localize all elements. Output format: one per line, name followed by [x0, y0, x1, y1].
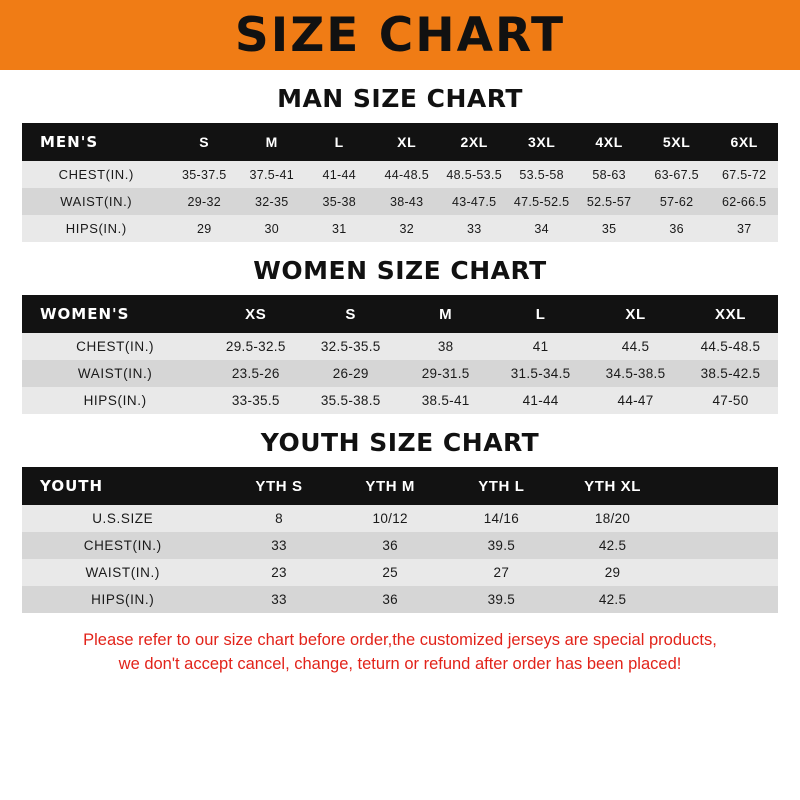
- cell: 67.5-72: [710, 161, 778, 188]
- cell: 23: [223, 559, 334, 586]
- men-header-2xl: 2XL: [440, 123, 507, 161]
- cell-spacer: [668, 505, 778, 532]
- cell: 48.5-53.5: [440, 161, 507, 188]
- cell: 44.5: [588, 333, 683, 360]
- row-label: WAIST(IN.): [22, 360, 208, 387]
- row-label: U.S.SIZE: [22, 505, 223, 532]
- cell: 32.5-35.5: [303, 333, 398, 360]
- cell: 8: [223, 505, 334, 532]
- women-table-head: [22, 295, 778, 333]
- youth-table-head: [22, 467, 778, 505]
- cell: 34.5-38.5: [588, 360, 683, 387]
- cell: 26-29: [303, 360, 398, 387]
- table-row: [22, 387, 778, 414]
- row-label: CHEST(IN.): [22, 161, 171, 188]
- youth-header-s: YTH S: [223, 467, 334, 505]
- men-header-6xl: 6XL: [710, 123, 778, 161]
- cell: 36: [335, 586, 446, 613]
- cell: 38: [398, 333, 493, 360]
- cell: 39.5: [446, 532, 557, 559]
- row-label: CHEST(IN.): [22, 532, 223, 559]
- page-title: SIZE CHART: [234, 7, 566, 63]
- cell: 33-35.5: [208, 387, 303, 414]
- cell: 33: [223, 586, 334, 613]
- table-row: [22, 586, 778, 613]
- women-size-section: [22, 256, 778, 414]
- men-table-head: [22, 123, 778, 161]
- footer-line-1: Please refer to our size chart before order,the customized jerseys are special products,: [83, 631, 717, 649]
- cell: 34: [508, 215, 575, 242]
- cell: 23.5-26: [208, 360, 303, 387]
- table-row: [22, 505, 778, 532]
- chart-content: [0, 70, 800, 800]
- cell: 14/16: [446, 505, 557, 532]
- row-label: HIPS(IN.): [22, 586, 223, 613]
- cell: 36: [643, 215, 710, 242]
- row-label: CHEST(IN.): [22, 333, 208, 360]
- cell: 41: [493, 333, 588, 360]
- cell: 35: [575, 215, 642, 242]
- cell: 38.5-41: [398, 387, 493, 414]
- women-header-label: WOMEN'S: [22, 295, 208, 333]
- row-label: HIPS(IN.): [22, 387, 208, 414]
- cell: 47.5-52.5: [508, 188, 575, 215]
- cell: 35-38: [305, 188, 372, 215]
- cell: 42.5: [557, 586, 668, 613]
- table-row: [22, 360, 778, 387]
- cell: 53.5-58: [508, 161, 575, 188]
- men-header-5xl: 5XL: [643, 123, 710, 161]
- women-header-s: S: [303, 295, 398, 333]
- table-header-row: [22, 123, 778, 161]
- cell: 29: [557, 559, 668, 586]
- women-header-xs: XS: [208, 295, 303, 333]
- cell: 41-44: [493, 387, 588, 414]
- cell: 44.5-48.5: [683, 333, 778, 360]
- youth-section-title: YOUTH SIZE CHART: [260, 428, 540, 457]
- row-label: WAIST(IN.): [22, 559, 223, 586]
- cell: 37: [710, 215, 778, 242]
- cell: 29: [171, 215, 238, 242]
- cell: 18/20: [557, 505, 668, 532]
- cell: 29-32: [171, 188, 238, 215]
- table-row: [22, 559, 778, 586]
- women-header-m: M: [398, 295, 493, 333]
- cell-spacer: [668, 559, 778, 586]
- cell-spacer: [668, 532, 778, 559]
- cell: 32: [373, 215, 440, 242]
- cell: 47-50: [683, 387, 778, 414]
- youth-size-table: [22, 467, 778, 613]
- youth-header-m: YTH M: [335, 467, 446, 505]
- table-row: [22, 188, 778, 215]
- cell: 30: [238, 215, 305, 242]
- men-header-s: S: [171, 123, 238, 161]
- cell: 42.5: [557, 532, 668, 559]
- women-header-l: L: [493, 295, 588, 333]
- women-section-title: WOMEN SIZE CHART: [253, 256, 547, 285]
- cell: 57-62: [643, 188, 710, 215]
- cell: 62-66.5: [710, 188, 778, 215]
- cell: 33: [223, 532, 334, 559]
- women-header-xxl: XXL: [683, 295, 778, 333]
- footer-disclaimer: [22, 629, 778, 683]
- cell: 33: [440, 215, 507, 242]
- footer-line-2: we don't accept cancel, change, teturn or refund after order has been placed!: [118, 654, 682, 673]
- youth-header-spacer: [668, 467, 778, 505]
- men-size-section: [22, 84, 778, 242]
- cell: 32-35: [238, 188, 305, 215]
- cell: 31: [305, 215, 372, 242]
- cell: 29-31.5: [398, 360, 493, 387]
- cell: 43-47.5: [440, 188, 507, 215]
- cell: 39.5: [446, 586, 557, 613]
- cell: 35.5-38.5: [303, 387, 398, 414]
- table-row: [22, 333, 778, 360]
- table-row: [22, 215, 778, 242]
- table-header-row: [22, 295, 778, 333]
- cell: 52.5-57: [575, 188, 642, 215]
- cell: 38.5-42.5: [683, 360, 778, 387]
- cell: 27: [446, 559, 557, 586]
- men-table-body: [22, 161, 778, 242]
- cell: 31.5-34.5: [493, 360, 588, 387]
- men-section-title: MAN SIZE CHART: [277, 84, 523, 113]
- youth-header-l: YTH L: [446, 467, 557, 505]
- cell: 38-43: [373, 188, 440, 215]
- header-banner: [0, 0, 800, 70]
- cell-spacer: [668, 586, 778, 613]
- youth-header-xl: YTH XL: [557, 467, 668, 505]
- men-header-m: M: [238, 123, 305, 161]
- women-size-table: [22, 295, 778, 414]
- cell: 44-48.5: [373, 161, 440, 188]
- row-label: HIPS(IN.): [22, 215, 171, 242]
- youth-header-label: YOUTH: [22, 467, 223, 505]
- table-header-row: [22, 467, 778, 505]
- cell: 41-44: [305, 161, 372, 188]
- cell: 25: [335, 559, 446, 586]
- cell: 35-37.5: [171, 161, 238, 188]
- men-header-3xl: 3XL: [508, 123, 575, 161]
- table-row: [22, 532, 778, 559]
- men-header-l: L: [305, 123, 372, 161]
- cell: 10/12: [335, 505, 446, 532]
- youth-size-section: [22, 428, 778, 613]
- men-size-table: [22, 123, 778, 242]
- women-table-body: [22, 333, 778, 414]
- table-row: [22, 161, 778, 188]
- women-header-xl: XL: [588, 295, 683, 333]
- row-label: WAIST(IN.): [22, 188, 171, 215]
- youth-table-body: [22, 505, 778, 613]
- cell: 63-67.5: [643, 161, 710, 188]
- men-header-label: MEN'S: [22, 123, 171, 161]
- cell: 58-63: [575, 161, 642, 188]
- men-header-xl: XL: [373, 123, 440, 161]
- cell: 36: [335, 532, 446, 559]
- cell: 29.5-32.5: [208, 333, 303, 360]
- cell: 44-47: [588, 387, 683, 414]
- men-header-4xl: 4XL: [575, 123, 642, 161]
- cell: 37.5-41: [238, 161, 305, 188]
